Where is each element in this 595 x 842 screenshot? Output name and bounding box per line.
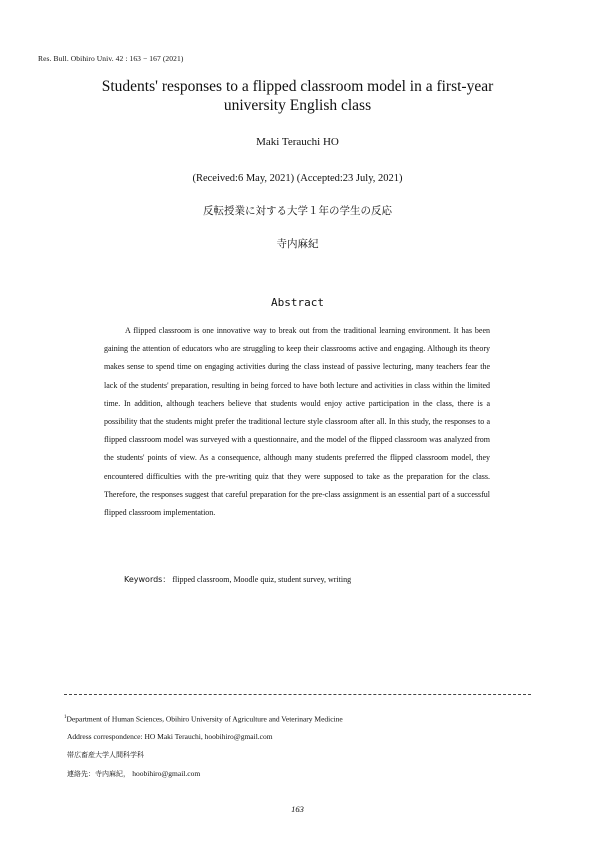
japanese-title: 反転授業に対する大学１年の学生の反応 (203, 205, 392, 217)
keywords-label: Keywords： (124, 575, 171, 584)
paper-title-line-2: university English class (223, 97, 372, 114)
keywords-values: flipped classroom, Moodle quiz, student survey, writing (172, 575, 352, 584)
footnote-divider (64, 694, 531, 695)
contact-label: 連絡先：寺内麻紀， (67, 770, 130, 778)
contact-email: hoobihiro@gmail.com (132, 769, 201, 778)
japanese-author: 寺内麻紀 (276, 238, 319, 250)
footnote-japanese-affiliation: 帯広畜産大学人間科学科 (67, 751, 144, 759)
paper-title (40, 77, 555, 115)
abstract-body: A flipped classroom is one innovative way to break out from the traditional learning environment. It has been gaining the attention of educators who are struggling to keep their classrooms active and engaging. Although its theory makes sense to spend time on engaging activities during the class instead of passive lecturing, many teachers fear the lack of the students' preparation, resulting in being forced to have both lecture and activities in class within the limited time. In addition, although teachers believe that students would enjoy active participation in the class, there is a possibility that the students might prefer the traditional lecture style classroom after all. In this study, the responses to a flipped classroom model was surveyed with a questionnaire, and the model of the flipped classroom was analyzed from the students' points of view. As a consequence, although many students preferred the flipped classroom model, they encountered difficulties with the pre-writing quiz that they were supposed to take as the preparation for the class. Therefore, the responses suggest that careful preparation for the pre-class assignment is an essential part of a successful flipped classroom implementation. (104, 326, 490, 518)
keywords (124, 574, 351, 585)
paper-title-line-1: Students' responses to a flipped classroom model in a first-year (101, 78, 494, 95)
footnote-marker: 1 (64, 715, 67, 720)
abstract-heading: Abstract (271, 296, 324, 309)
footnote-japanese-contact (67, 769, 200, 779)
footnote-affiliation (64, 713, 343, 724)
page-number: 163 (291, 804, 304, 814)
affiliation-text: Department of Human Sciences, Obihiro University of Agriculture and Veterinary Medicine (66, 714, 343, 724)
journal-reference: Res. Bull. Obihiro Univ. 42 : 163 − 167 (2021) (38, 54, 184, 63)
footnote-address: Address correspondence: HO Maki Terauchi, hoobihiro@gmail.com (67, 732, 273, 741)
author-name: Maki Terauchi HO (256, 136, 339, 148)
received-accepted-dates: (Received:6 May, 2021) (Accepted:23 July, 2021) (192, 173, 403, 184)
